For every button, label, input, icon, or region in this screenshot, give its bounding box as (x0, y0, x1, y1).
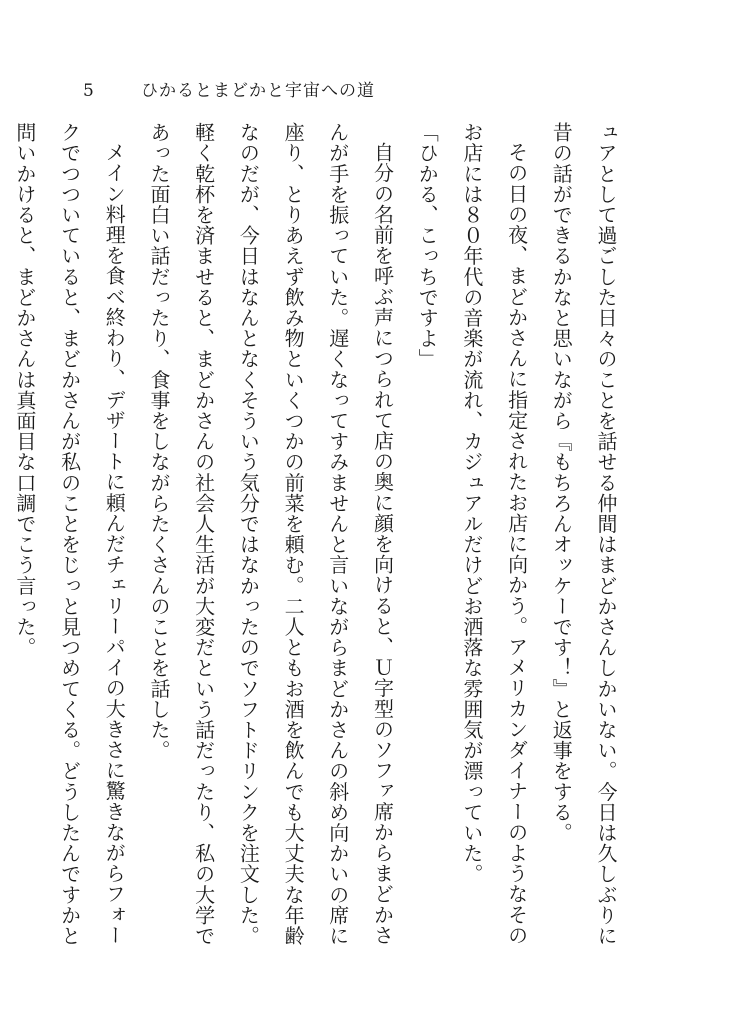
page-number: 5 (83, 81, 95, 101)
running-title: ひかるとまどかと宇宙への道 (141, 81, 375, 101)
page-header (83, 76, 375, 101)
paragraph-greeting: 自分の名前を呼ぶ声につられて店の奥に顔を向けると、Ｕ字型のソファ席からまどかさんが手を振っていた。遅くなってすみませんと言いながらまどかさんの斜め向かいの席に座り、とりあえず飲み物といくつかの前菜を頼む。二人ともお酒を飲んでも大丈夫な年齢なのだが、今日はなんとなくそういう気分ではなかったのでソフトドリンクを注文した。軽く乾杯を済ませると、まどかさんの社会人生活が大変だという話だったり、私の大学であった面白い話だったり、食事をしながらたくさんのことを話した。 (146, 122, 395, 946)
paragraph-continued: ュアとして過ごした日々のことを話せる仲間はまどかさんしかいない。今日は久しぶりに昔の話ができるかなと思いながら『もちろんオッケーです！』と返事をする。 (549, 122, 618, 946)
dialogue-line: 「ひかる、こっちですよ」 (415, 122, 440, 370)
vertical-body-text (12, 122, 628, 952)
paragraph-dinner-arrival: その日の夜、まどかさんに指定されたお店に向かう。アメリカンダイナーのようなそのお店には８０年代の音楽が流れ、カジュアルだけどお洒落な雰囲気が漂っていた。 (459, 122, 529, 946)
paragraph-dessert: メイン料理を食べ終わり、デザートに頼んだチェリーパイの大きさに驚きながらフォークでつついていると、まどかさんが私のことをじっと見つめてくる。どうしたんですかと問いかけると、まどかさんは真面目な口調でこう言った。 (12, 122, 127, 946)
